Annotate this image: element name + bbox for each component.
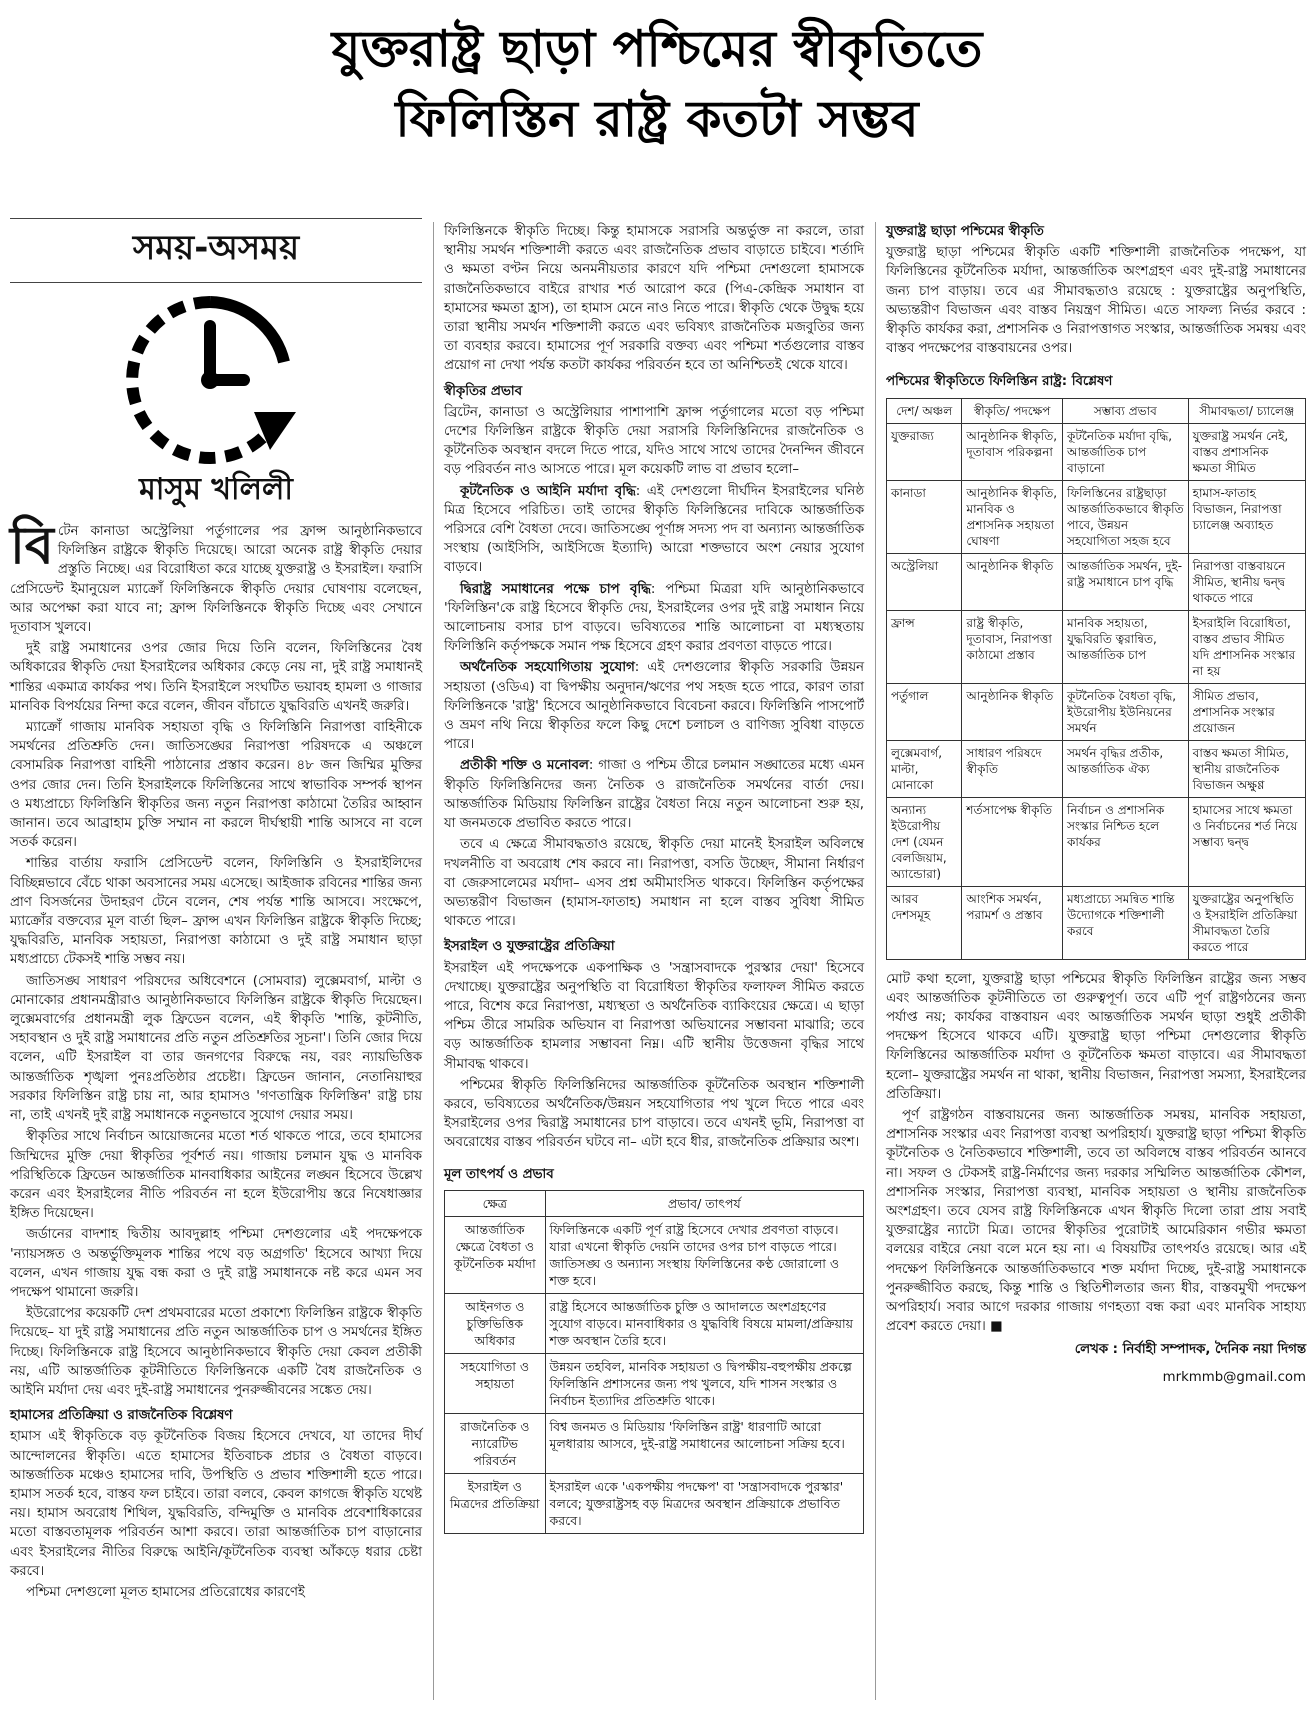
section-heading: যুক্তরাষ্ট্র ছাড়া পশ্চিমের স্বীকৃতি	[886, 224, 1044, 239]
table-header: ক্ষেত্র	[445, 1190, 546, 1216]
table-cell: ইসরাইল একে 'একপক্ষীয় পদক্ষেপ' বা 'সন্ত্রাসবাদকে পুরস্কার' বলবে; যুক্তরাষ্ট্রসহ বড় মিত্রদের অবস্থান প্রক্রিয়াকে প্রভাবিত করবে।	[545, 1473, 863, 1533]
table-cell: সীমিত প্রভাব, প্রশাসনিক সংস্কার প্রয়োজন	[1188, 683, 1305, 740]
column-header	[10, 218, 422, 518]
paragraph: বিটেন কানাডা অস্ট্রেলিয়া পর্তুগালের পর ফ্রান্স আনুষ্ঠানিকভাবে ফিলিস্তিন রাষ্ট্রকে স্বীকৃতি দিয়েছে। আরো অনেক রাষ্ট্র স্বীকৃতি দেয়ার প্রস্তুতি নিচ্ছে। এর বিরোধিতা করে যাচ্ছে যুক্তরাষ্ট্র ও ইসরাইল। ফরাসি প্রেসিডেন্ট ইমানুয়েল ম্যাক্রোঁ ফিলিস্তিনকে স্বীকৃতি দেয়ার ঘোষণায় বলেছেন, আর অপেক্ষা করা যাবে না; ফ্রান্স ফিলিস্তিনকে স্বীকৃতি দিচ্ছে এবং সেখানে দূতাবাস খুলবে।	[10, 516, 422, 636]
section-heading: পশ্চিমের স্বীকৃতিতে ফিলিস্তিন রাষ্ট্র: বিশ্লেষণ	[886, 374, 1113, 390]
column-name: সময়-অসময়	[132, 228, 300, 268]
table-row	[445, 1353, 864, 1413]
column-divider	[433, 222, 434, 1700]
table-row	[887, 480, 1306, 553]
table-cell: হামাসের সাথে ক্ষমতা ও নির্বাচনের শর্ত নিয়ে সম্ভাব্য দ্বন্দ্ব	[1188, 797, 1305, 886]
section-heading: মূল তাৎপর্য ও প্রভাব	[444, 1166, 554, 1182]
table-cell: কানাডা	[887, 480, 962, 553]
table-row	[887, 423, 1306, 480]
article-column-2	[444, 222, 864, 1534]
table-cell: বাস্তব ক্ষমতা সীমিত, স্থানীয় রাজনৈতিক বিভাজন অক্ষুণ্ণ	[1188, 740, 1305, 797]
table-header: সীমাবদ্ধতা/ চ্যালেঞ্জ	[1188, 398, 1305, 423]
table-cell: ফিলিস্তিনকে একটি পূর্ণ রাষ্ট্র হিসেবে দেখার প্রবণতা বাড়বে। যারা এখনো স্বীকৃতি দেয়নি তাদের ওপর চাপ বাড়তে পারে। জাতিসঙ্ঘ ও অন্যান্য সংস্থায় ফিলিস্তিনের কণ্ঠ জোরালো ও শক্ত হবে।	[545, 1216, 863, 1293]
clock-icon	[120, 290, 300, 470]
table-header: দেশ/ অঞ্চল	[887, 398, 962, 423]
table-cell: অস্ট্রেলিয়া	[887, 553, 962, 610]
drop-cap: বি	[10, 516, 54, 576]
paragraph: মোট কথা হলো, যুক্তরাষ্ট্র ছাড়া পশ্চিমের স্বীকৃতি ফিলিস্তিন রাষ্ট্রের জন্য সম্ভব এবং আন্তর্জাতিক কূটনীতিতে তা গুরুত্বপূর্ণ। তবে এটি পূর্ণ রাষ্ট্রগঠনের জন্য পর্যাপ্ত নয়; কার্যকর বাস্তবায়ন এবং আন্তর্জাতিক সমর্থন ছাড়া শুধুই প্রতীকী পদক্ষেপ হিসেবে থাকবে এটি। যুক্তরাষ্ট্র ছাড়া পশ্চিমা দেশগুলোর স্বীকৃতি ফিলিস্তিনের আন্তর্জাতিক মর্যাদা ও কূটনৈতিক ক্ষমতা বাড়াবে। এর সীমাবদ্ধতা হলো– যুক্তরাষ্ট্রের সমর্থন না থাকা, স্থানীয় বিভাজন, নিরাপত্তা সমস্যা, ইসরাইলের প্রতিক্রিয়া।	[886, 971, 1306, 1102]
paragraph: ফিলিস্তিনকে স্বীকৃতি দিচ্ছে। কিন্তু হামাসকে সরাসরি অন্তর্ভুক্ত না করলে, তারা স্থানীয় সমর্থন শক্তিশালী করতে এবং রাজনৈতিক প্রভাব বাড়াতে চাইবে। শর্তাদি ও ক্ষমতা বণ্টন নিয়ে অনমনীয়তার কারণে যদি পশ্চিমা দেশগুলো হামাসকে রাজনৈতিকভাবে বাইরে রাখার শর্ত আরোপ করে (পিএ-কেন্দ্রিক সমাধান বা হামাসের ক্ষমতা হ্রাস), তা হামাস মেনে নাও নিতে পারে। স্বীকৃতি থেকে উদ্বুদ্ধ হয়ে তারা স্থানীয় সমর্থন শক্তিশালী করতে এবং ভবিষ্যৎ রাজনৈতিক মজবুতির জন্য তা ব্যবহার করবে। হামাসের পূর্ণ সরকারি বক্তব্য এবং পশ্চিমা শর্তগুলোর বাস্তব প্রয়োগ না দেখা পর্যন্ত কতটা কার্যকর পরিবর্তন হবে তা অনিশ্চিতই থেকে যাবে।	[444, 224, 864, 374]
paragraph: প্রতীকী শক্তি ও মনোবল: গাজা ও পশ্চিম তীরে চলমান সঙ্ঘাতের মধ্যে এমন স্বীকৃতি ফিলিস্তিনিদের জন্য নৈতিক ও রাজনৈতিক সমর্থনের বার্তা দেয়। আন্তর্জাতিক মিডিয়ায় ফিলিস্তিন রাষ্ট্রের বৈধতা নিয়ে নতুন আলোচনা শুরু হয়, যা জনমতকে প্রভাবিত করতে পারে।	[444, 758, 865, 832]
paragraph: স্বীকৃতির সাথে নির্বাচন আয়োজনের মতো শর্ত থাকতে পারে, তবে হামাসের জিম্মিদের মুক্তি দেয়া স্বীকৃতির পূর্বশর্ত নয়। গাজায় চলমান যুদ্ধ ও মানবিক পরিস্থিতিকে ফ্রিডেন আন্তর্জাতিক মানবাধিকার আইনের লঙ্ঘন হিসেবে উল্লেখ করেন এবং ইসরাইলের নীতি পরিবর্তন না হলে ইউরোপীয় স্তরে নিষেধাজ্ঞার ইঙ্গিত দিয়েছেন।	[10, 1129, 422, 1222]
paragraph: তবে এ ক্ষেত্রে সীমাবদ্ধতাও রয়েছে, স্বীকৃতি দেয়া মানেই ইসরাইল অবিলম্বে দখলনীতি বা অবরোধ শেষ করবে না। নিরাপত্তা, বসতি উচ্ছেদ, সীমানা নির্ধারণ বা জেরুসালেমের মর্যাদা– এসব প্রশ্ন অমীমাংসিত থাকবে। ফিলিস্তিন কর্তৃপক্ষের অভ্যন্তরীণ বিভাজন (হামাস-ফাতাহ) সমাধান না হলে বাস্তব সুবিধা সীমিত থাকতে পারে।	[444, 837, 864, 930]
paragraph: ম্যাক্রোঁ গাজায় মানবিক সহায়তা বৃদ্ধি ও ফিলিস্তিনি নিরাপত্তা বাহিনীকে সমর্থনের প্রতিশ্রুতি দেন। জাতিসঙ্ঘের নিরাপত্তা পরিষদকে এ অঞ্চলে বেসামরিক নিরাপত্তা বাহিনী পাঠানোর প্রস্তাব করেন। ৪৮ জন জিম্মির মুক্তির ওপর জোর দেন। তিনি ইসরাইলকে ফিলিস্তিনের সাথে স্বাভাবিক সম্পর্ক স্থাপন ও মধ্যপ্রাচ্যে ফিলিস্তিনি স্বীকৃতির জন্য নতুন নিরাপত্তা কাঠামো তৈরির আহ্বান জানান। তবে আব্রাহাম চুক্তি সম্মান না করলে দীর্ঘস্থায়ী শান্তি আসবে না বলে সতর্ক করেন।	[10, 720, 422, 851]
table-header-row	[445, 1190, 864, 1216]
section-heading: স্বীকৃতির প্রভাব	[444, 383, 523, 399]
table-cell: কূটনৈতিক মর্যাদা বৃদ্ধি, আন্তর্জাতিক চাপ বাড়ানো	[1062, 423, 1188, 480]
table-cell: ফিলিস্তিনের রাষ্ট্রছাড়া আন্তর্জাতিকভাবে স্বীকৃতি পাবে, উন্নয়ন সহযোগিতা সহজ হবে	[1062, 480, 1188, 553]
author-signature: লেখক : নির্বাহী সম্পাদক, দৈনিক নয়া দিগন্ত	[1074, 1342, 1306, 1358]
paragraph: হামাস এই স্বীকৃতিকে বড় কূটনৈতিক বিজয় হিসেবে দেখবে, যা তাদের দীর্ঘ আন্দোলনের স্বীকৃতি। এতে হামাসের ইতিবাচক প্রচার ও বৈধতা বাড়বে। আন্তর্জাতিক মঞ্চেও হামাসের দাবি, উপস্থিতি ও প্রভাব শক্তিশালী হতে পারে। হামাস সতর্ক হবে, বাস্তব ফল চাইবে। তারা বলবে, কেবল কাগজে স্বীকৃতি যথেষ্ট নয়। হামাস অবরোধ শিথিল, যুদ্ধবিরতি, বন্দিমুক্তি ও মানবিক প্রবেশাধিকারের মতো বাস্তবতামূলক পরিবর্তন আশা করবে। তারা আন্তর্জাতিক চাপ বাড়ানোর এবং ইসরাইলের নীতির বিরুদ্ধে আইনি/কূটনৈতিক ব্যবস্থা আঁকড়ে ধরার চেষ্টা করবে।	[10, 1429, 422, 1579]
divider	[10, 218, 422, 219]
table-cell: ইসরাইলি বিরোধিতা, বাস্তব প্রভাব সীমিত যদি প্রশাসনিক সংস্কার না হয়	[1188, 610, 1305, 683]
table-cell: আরব দেশসমূহ	[887, 886, 962, 959]
impact-table-wrapper	[444, 1190, 864, 1534]
paragraph: জাতিসঙ্ঘ সাধারণ পরিষদের অধিবেশনে (সোমবার) লুক্সেমবার্গ, মাল্টা ও মোনাকোর প্রধানমন্ত্রীরাও আনুষ্ঠানিকভাবে ফিলিস্তিন রাষ্ট্রকে স্বীকৃতি দিয়েছেন। লুক্সেমবার্গের প্রধানমন্ত্রী লুক ফ্রিডেন বলেন, এই স্বীকৃতি 'শান্তি, কূটনীতি, সহাবস্থান ও দুই রাষ্ট্র সমাধানের প্রতি নতুন প্রতিশ্রুতির সূচনা'। তিনি জোর দিয়ে বলেন, এটি ইসরাইল বা তার জনগণের বিরুদ্ধে নয়, বরং ন্যায়ভিত্তিক আন্তর্জাতিক শৃঙ্খলা পুনঃপ্রতিষ্ঠার প্রচেষ্টা। ফ্রিডেন জানান, নেতানিয়াহুর সরকার ফিলিস্তিন রাষ্ট্র চায় না, আর হামাসও 'গণতান্ত্রিক ফিলিস্তিন' রাষ্ট্র চায় না, তাই এখনই দুই রাষ্ট্র সমাধানকে নতুনভাবে সুযোগ দেয়ার সময়।	[10, 973, 422, 1124]
table-cell: নির্বাচন ও প্রশাসনিক সংস্কার নিশ্চিত হলে কার্যকর	[1062, 797, 1188, 886]
paragraph: অর্থনৈতিক সহযোগিতায় সুযোগ: এই দেশগুলোর স্বীকৃতি সরকারি উন্নয়ন সহায়তা (ওডিএ) বা দ্বিপক্ষীয় অনুদান/ঋণের পথ সহজ হতে পারে, কারণ তারা ফিলিস্তিনকে 'রাষ্ট্র' হিসেবে আনুষ্ঠানিকভাবে বিবেচনা করবে। ফিলিস্তিনি পাসপোর্ট ও ভ্রমণ নথি নিয়ে স্বীকৃতির ফলে কিছু দেশে চলাচল ও বাণিজ্য সুবিধা বাড়তে পারে।	[444, 660, 864, 753]
table-cell: আইনগত ও চুক্তিভিত্তিক অধিকার	[445, 1293, 546, 1353]
table-cell: আনুষ্ঠানিক স্বীকৃতি, মানবিক ও প্রশাসনিক সহায়তা ঘোষণা	[962, 480, 1063, 553]
headline	[0, 14, 1314, 154]
paragraph: ইসরাইল এই পদক্ষেপকে একপাক্ষিক ও 'সন্ত্রাসবাদকে পুরস্কার দেয়া' হিসেবে দেখাচ্ছে। যুক্তরাষ্ট্রের অনুপস্থিতি বা বিরোধিতা স্বীকৃতির ফলাফল সীমিত করতে পারে, বিশেষ করে নিরাপত্তা, মধ্যস্থতা ও অর্থনৈতিক ব্যাকিংয়ের ক্ষেত্রে। এ ছাড়া পশ্চিম তীরে সামরিক অভিযান বা নিরাপত্তা অভিযানের সম্ভাবনা মাঝারি; তবে বড় আন্তর্জাতিক হামলার সম্ভাবনা নিম্ন। এটি স্থানীয় উত্তেজনা বৃদ্ধির সাথে সীমাবদ্ধ থাকবে।	[444, 960, 864, 1072]
table-cell: অন্যান্য ইউরোপীয় দেশ (যেমন বেলজিয়াম, অ্যান্ডোরা)	[887, 797, 962, 886]
article-column-3	[886, 222, 1306, 1389]
table-row	[445, 1293, 864, 1353]
table-cell: নিরাপত্তা বাস্তবায়নে সীমিত, স্থানীয় দ্বন্দ্ব থাকতে পারে	[1188, 553, 1305, 610]
table-cell: বিশ্ব জনমত ও মিডিয়ায় 'ফিলিস্তিন রাষ্ট্র' ধারণাটি আরো মূলধারায় আসবে, দুই-রাষ্ট্র সমাধানের আলোচনা সক্রিয় হবে।	[545, 1413, 863, 1473]
table-cell: হামাস-ফাতাহ বিভাজন, নিরাপত্তা চ্যালেঞ্জ অব্যাহত	[1188, 480, 1305, 553]
table-cell: সহযোগিতা ও সহায়তা	[445, 1353, 546, 1413]
table-row	[445, 1216, 864, 1293]
table-cell: উন্নয়ন তহবিল, মানবিক সহায়তা ও দ্বিপক্ষীয়-বহুপক্ষীয় প্রকল্পে ফিলিস্তিনি প্রশাসনের জন্য পথ খুলবে, যদি শাসন সংস্কার ও নির্বাচন ইত্যাদির প্রতিশ্রুতি থাকে।	[545, 1353, 863, 1413]
table-row	[887, 740, 1306, 797]
table-header: স্বীকৃতি/ পদক্ষেপ	[962, 398, 1063, 423]
paragraph: কূটনৈতিক ও আইনি মর্যাদা বৃদ্ধি: এই দেশগুলো দীর্ঘদিন ইসরাইলের ঘনিষ্ঠ মিত্র হিসেবে পরিচিত। তাই তাদের স্বীকৃতি ফিলিস্তিনের দাবিকে আন্তর্জাতিক পরিসরে বেশি বৈধতা দেবে। জাতিসঙ্ঘে পূর্ণাঙ্গ সদস্য পদ বা অন্যান্য আন্তর্জাতিক সংস্থায় (আইসিসি, আইসিজে ইত্যাদি) আরো শক্তভাবে অংশ নেয়ার সুযোগ বাড়বে।	[444, 483, 864, 576]
author-email: mrkmmb@gmail.com	[1162, 1369, 1306, 1385]
author-name: মাসুম খলিলী	[139, 472, 293, 507]
table-header: সম্ভাব্য প্রভাব	[1062, 398, 1188, 423]
paragraph: যুক্তরাষ্ট্র ছাড়া পশ্চিমের স্বীকৃতি একটি শক্তিশালী রাজনৈতিক পদক্ষেপ, যা ফিলিস্তিনের কূটনৈতিক মর্যাদা, আন্তর্জাতিক অংশগ্রহণ এবং দুই-রাষ্ট্র সমাধানের জন্য চাপ বাড়ায়। তবে এর সীমাবদ্ধতাও রয়েছে : যুক্তরাষ্ট্রের অনুপস্থিতি, অভ্যন্তরীণ বিভাজন এবং বাস্তব নিয়ন্ত্রণ সীমিত। এতে সাফল্য নির্ভর করবে : স্বীকৃতি কার্যকর করা, প্রশাসনিক ও নিরাপত্তাগত সংস্কার, আন্তর্জাতিক সমন্বয় এবং বাস্তব পদক্ষেপের বাস্তবায়নের ওপর।	[886, 245, 1306, 357]
article-column-1	[10, 516, 422, 1604]
paragraph: পশ্চিমের স্বীকৃতি ফিলিস্তিনিদের আন্তর্জাতিক কূটনৈতিক অবস্থান শক্তিশালী করবে, ভবিষ্যতের অর্থনৈতিক/উন্নয়ন সহযোগিতার পথ খুলে দিতে পারে এবং ইসরাইলের ওপর দ্বিরাষ্ট্র সমাধানের চাপ বাড়াবে। তবে এখনই ভূমি, নিরাপত্তা বা অবরোধের বাস্তব পরিবর্তন ঘটবে না– এটা হবে ধীর, রাজনৈতিক প্রক্রিয়ার অংশ।	[444, 1077, 864, 1151]
table-cell: যুক্তরাষ্ট্রের অনুপস্থিতি ও ইসরাইলি প্রতিক্রিয়া সীমাবদ্ধতা তৈরি করতে পারে	[1188, 886, 1305, 959]
table-cell: আন্তর্জাতিক সমর্থন, দুই-রাষ্ট্র সমাধানে চাপ বৃদ্ধি	[1062, 553, 1188, 610]
table-row	[445, 1413, 864, 1473]
table-cell: যুক্তরাজ্য	[887, 423, 962, 480]
column-divider	[875, 222, 876, 1700]
table-cell: ইসরাইল ও মিত্রদের প্রতিক্রিয়া	[445, 1473, 546, 1533]
paragraph: দ্বিরাষ্ট্র সমাধানের পক্ষে চাপ বৃদ্ধি: পশ্চিমা মিত্ররা যদি আনুষ্ঠানিকভাবে 'ফিলিস্তিন'কে রাষ্ট্র হিসেবে স্বীকৃতি দেয়, ইসরাইলের ওপর দুই রাষ্ট্র সমাধান নিয়ে আলোচনায় বসার চাপ বাড়বে। ভবিষ্যতের শান্তি আলোচনা বা মধ্যস্থতায় ফিলিস্তিনি কর্তৃপক্ষকে সমান পক্ষ হিসেবে গ্রহণ করার প্রবণতা বাড়তে পারে।	[444, 581, 864, 655]
table-cell: আংশিক সমর্থন, পরামর্শ ও প্রস্তাব	[962, 886, 1063, 959]
analysis-table-wrapper	[886, 398, 1306, 960]
paragraph: শান্তির বার্তায় ফরাসি প্রেসিডেন্ট বলেন, ফিলিস্তিনি ও ইসরাইলিদের বিচ্ছিন্নভাবে বেঁচে থাকা অবসানের সময় এসেছে। আইজাক রবিনের শান্তির জন্য প্রাণ বিসর্জনের উদাহরণ টেনে বলেন, শেষ পর্যন্ত শান্তি আসবে। সংক্ষেপে, ম্যাক্রোঁর বক্তব্যের মূল বার্তা ছিল– ফ্রান্স এখন ফিলিস্তিন রাষ্ট্রকে স্বীকৃতি দিচ্ছে; যুদ্ধবিরতি, মানবিক সহায়তা, নিরাপত্তা কাঠামো ও দুই রাষ্ট্র সমাধান ছাড়া মধ্যপ্রাচ্যে টেকসই শান্তি সম্ভব নয়।	[10, 856, 422, 968]
table-row	[887, 886, 1306, 959]
table-cell: রাষ্ট্র হিসেবে আন্তর্জাতিক চুক্তি ও আদালতে অংশগ্রহণের সুযোগ বাড়বে। মানবাধিকার ও যুদ্ধবিধি বিষয়ে মামলা/প্রক্রিয়ায় শক্ত অবস্থান তৈরি হবে।	[545, 1293, 863, 1353]
table-cell: সাধারণ পরিষদে স্বীকৃতি	[962, 740, 1063, 797]
paragraph: পশ্চিমা দেশগুলো মূলত হামাসের প্রতিরোধের কারণেই	[26, 1584, 305, 1600]
headline-line-2: ফিলিস্তিন রাষ্ট্র কতটা সম্ভব	[395, 90, 919, 148]
table-cell: মানবিক সহায়তা, যুদ্ধবিরতি ত্বরান্বিত, আন্তর্জাতিক চাপ	[1062, 610, 1188, 683]
table-cell: ফ্রান্স	[887, 610, 962, 683]
section-heading: হামাসের প্রতিক্রিয়া ও রাজনৈতিক বিশ্লেষণ	[10, 1408, 233, 1424]
section-heading: ইসরাইল ও যুক্তরাষ্ট্রের প্রতিক্রিয়া	[444, 939, 615, 955]
table-header: প্রভাব/ তাৎপর্য	[545, 1190, 863, 1216]
table-row	[887, 610, 1306, 683]
table-cell: আনুষ্ঠানিক স্বীকৃতি	[962, 683, 1063, 740]
paragraph: জর্ডানের বাদশাহ দ্বিতীয় আবদুল্লাহ পশ্চিমা দেশগুলোর এই পদক্ষেপকে 'ন্যায়সঙ্গত ও অন্তর্ভুক্তিমূলক শান্তির পথে বড় অগ্রগতি' হিসেবে আখ্যা দিয়ে বলেন, এখন গাজায় যুদ্ধ বন্ধ করা ও দুই রাষ্ট্র সমাধানকে নষ্ট করে এমন সব পদক্ষেপ থামানো জরুরি।	[10, 1227, 422, 1300]
paragraph: দুই রাষ্ট্র সমাধানের ওপর জোর দিয়ে তিনি বলেন, ফিলিস্তিনের বৈধ অধিকারের স্বীকৃতি দেয়া ইসরাইলের অধিকার কেড়ে নেয় না, দুই রাষ্ট্র সমাধানই শান্তির একমাত্র কার্যকর পথ। তিনি ইসরাইলে সংঘটিত ভয়াবহ হামলা ও গাজার মানবিক বিপর্যয়ের নিন্দা করে বলেন, জীবন বাঁচাতে যুদ্ধবিরতি এখনই জরুরি।	[10, 641, 422, 714]
table-cell: রাষ্ট্র স্বীকৃতি, দূতাবাস, নিরাপত্তা কাঠামো প্রস্তাব	[962, 610, 1063, 683]
table-cell: মধ্যপ্রাচ্যে সমন্বিত শান্তি উদ্যোগকে শক্তিশালী করবে	[1062, 886, 1188, 959]
paragraph: ব্রিটেন, কানাডা ও অস্ট্রেলিয়ার পাশাপাশি ফ্রান্স পর্তুগালের মতো বড় পশ্চিমা দেশের ফিলিস্তিন রাষ্ট্রকে স্বীকৃতি দেয়া সরাসরি ফিলিস্তিনিদের রাজনৈতিক ও কূটনৈতিক অবস্থান বদলে দিতে পারে, যদিও সাথে সাথে তাদের দৈনন্দিন জীবনে বড় পরিবর্তন নাও আসতে পারে। মূল কয়েকটি লাভ বা প্রভাব হলো–	[444, 404, 864, 478]
table-row	[887, 553, 1306, 610]
table-row	[445, 1473, 864, 1533]
table-cell: শর্তসাপেক্ষ স্বীকৃতি	[962, 797, 1063, 886]
table-cell: সমর্থন বৃদ্ধির প্রতীক, আন্তর্জাতিক ঐক্য	[1062, 740, 1188, 797]
paragraph: ইউরোপের কয়েকটি দেশ প্রথমবারের মতো প্রকাশ্যে ফিলিস্তিন রাষ্ট্রকে স্বীকৃতি দিয়েছে– যা দুই রাষ্ট্র সমাধানের প্রতি নতুন আন্তর্জাতিক চাপ ও সমর্থনের ইঙ্গিত দিচ্ছে। ফিলিস্তিনকে রাষ্ট্র হিসেবে আনুষ্ঠানিকভাবে স্বীকৃতি দেয়া কেবল প্রতীকী নয়, এটি আন্তর্জাতিক কূটনীতিতে ফিলিস্তিনকে একটি বৈধ রাজনৈতিক ও আইনি মর্যাদা দেয় এবং দুই-রাষ্ট্র সমাধানের পুনরুজ্জীবনের সঙ্কেত দেয়।	[10, 1306, 422, 1398]
headline-line-1: যুক্তরাষ্ট্র ছাড়া পশ্চিমের স্বীকৃতিতে	[331, 20, 983, 78]
table-header-row	[887, 398, 1306, 423]
table-row	[887, 797, 1306, 886]
table-cell: আন্তর্জাতিক ক্ষেত্রে বৈধতা ও কূটনৈতিক মর্যাদা	[445, 1216, 546, 1293]
table-cell: লুক্সেমবার্গ, মাল্টা, মোনাকো	[887, 740, 962, 797]
table-cell: যুক্তরাষ্ট্র সমর্থন নেই, বাস্তব প্রশাসনিক ক্ষমতা সীমিত	[1188, 423, 1305, 480]
analysis-table	[886, 398, 1306, 960]
divider	[10, 282, 422, 283]
table-row	[887, 683, 1306, 740]
table-cell: কূটনৈতিক বৈধতা বৃদ্ধি, ইউরোপীয় ইউনিয়নের সমর্থন	[1062, 683, 1188, 740]
table-cell: আনুষ্ঠানিক স্বীকৃতি, দূতাবাস পরিকল্পনা	[962, 423, 1063, 480]
table-cell: আনুষ্ঠানিক স্বীকৃতি	[962, 553, 1063, 610]
paragraph: পূর্ণ রাষ্ট্রগঠন বাস্তবায়নের জন্য আন্তর্জাতিক সমন্বয়, মানবিক সহায়তা, প্রশাসনিক সংস্কার এবং নিরাপত্তা ব্যবস্থা অপরিহার্য। যুক্তরাষ্ট্র ছাড়া পশ্চিমা স্বীকৃতি কূটনৈতিক ও নৈতিকভাবে শক্তিশালী, তবে তা অবিলম্বে বাস্তব পরিবর্তন আনবে না। সফল ও টেকসই রাষ্ট্র-নির্মাণের জন্য দরকার সম্মিলিত আন্তর্জাতিক কৌশল, প্রশাসনিক সংস্কার, নিরাপত্তা ব্যবস্থা, মানবিক সহায়তা ও স্থানীয় রাজনৈতিক অংশগ্রহণ। তবে যেসব রাষ্ট্র ফিলিস্তিনকে এখন স্বীকৃতি দিলো তারা প্রায় সবাই যুক্তরাষ্ট্রের ন্যাটো মিত্র। তাদের স্বীকৃতির পুরোটাই আমেরিকান গভীর ক্ষমতা বলয়ের বাইরে নেয়া বলে মনে হয় না। এ বিষয়টির তাৎপর্যও রয়েছে। আর এই পদক্ষেপ ফিলিস্তিনকে আন্তর্জাতিকভাবে শক্ত মর্যাদা দিচ্ছে, দুই-রাষ্ট্র সমাধানকে পুনরুজ্জীবিত করছে, কিন্তু শান্তি ও স্থিতিশীলতার জন্য ধীর, বাস্তবমুখী পদক্ষেপ অপরিহার্য। সবার আগে দরকার গাজায় গণহত্যা বন্ধ করা এবং মানবিক সাহায্য প্রবেশ করতে দেয়া। ■	[886, 1108, 1306, 1335]
table-cell: রাজনৈতিক ও ন্যারেটিভ পরিবর্তন	[445, 1413, 546, 1473]
table-cell: পর্তুগাল	[887, 683, 962, 740]
impact-table	[444, 1190, 864, 1534]
